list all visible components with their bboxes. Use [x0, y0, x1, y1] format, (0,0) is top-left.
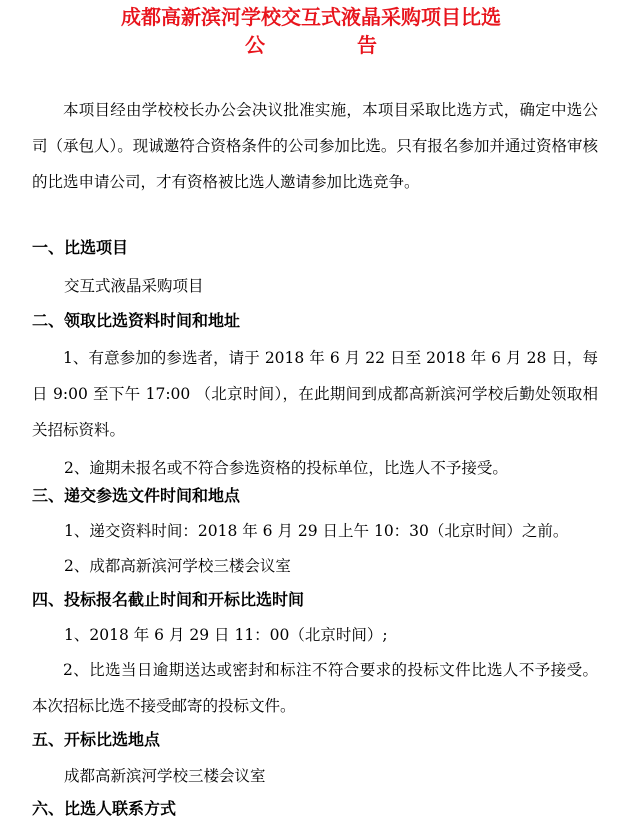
section-heading-3: 三、递交参选文件时间和地点 — [32, 486, 241, 505]
section-2-item-2: 2、逾期未报名或不符合参选资格的投标单位，比选人不予接受。 — [64, 459, 508, 477]
subtitle-char-1: 公 — [245, 33, 265, 57]
section-heading-5: 五、开标比选地点 — [32, 730, 161, 749]
section-heading-4: 四、投标报名截止时间和开标比选时间 — [32, 590, 305, 609]
section-heading-6: 六、比选人联系方式 — [32, 799, 177, 818]
notice-title: 成都高新滨河学校交互式液晶采购项目比选 — [121, 5, 501, 29]
section-5-item-1: 成都高新滨河学校三楼会议室 — [64, 767, 266, 785]
section-3-item-1: 1、递交资料时间：2018 年 6 月 29 日上午 10：30（北京时间）之前。 — [64, 522, 569, 540]
intro-paragraph: 本项目经由学校校长办公会决议批准实施，本项目采取比选方式，确定中选公司（承包人）。现诚邀符合资格条件的公司参加比选。只有报名参加并通过资格审核的比选申请公司，才有资格被比选人邀请参加比选竞争。 — [32, 101, 598, 191]
section-4-item-2: 2、比选当日逾期送达或密封和标注不符合要求的投标文件比选人不予接受。本次招标比选不接受邮寄的投标文件。 — [32, 661, 598, 715]
notice-subtitle — [0, 32, 622, 58]
section-3-item-2: 2、成都高新滨河学校三楼会议室 — [64, 557, 291, 575]
section-4-item-1: 1、2018 年 6 月 29 日 11：00（北京时间）; — [64, 626, 388, 644]
section-heading-1: 一、比选项目 — [32, 238, 129, 257]
section-heading-2: 二、领取比选资料时间和地址 — [32, 311, 241, 330]
section-2-item-1: 1、有意参加的参选者，请于 2018 年 6 月 22 日至 2018 年 6 月 28 日，每日 9:00 至下午 17:00 （北京时间），在此期间到成都高新滨河学校后勤处领取相关招标资料。 — [32, 349, 598, 439]
subtitle-char-2: 告 — [357, 33, 377, 57]
section-1-item-1: 交互式液晶采购项目 — [64, 277, 204, 295]
